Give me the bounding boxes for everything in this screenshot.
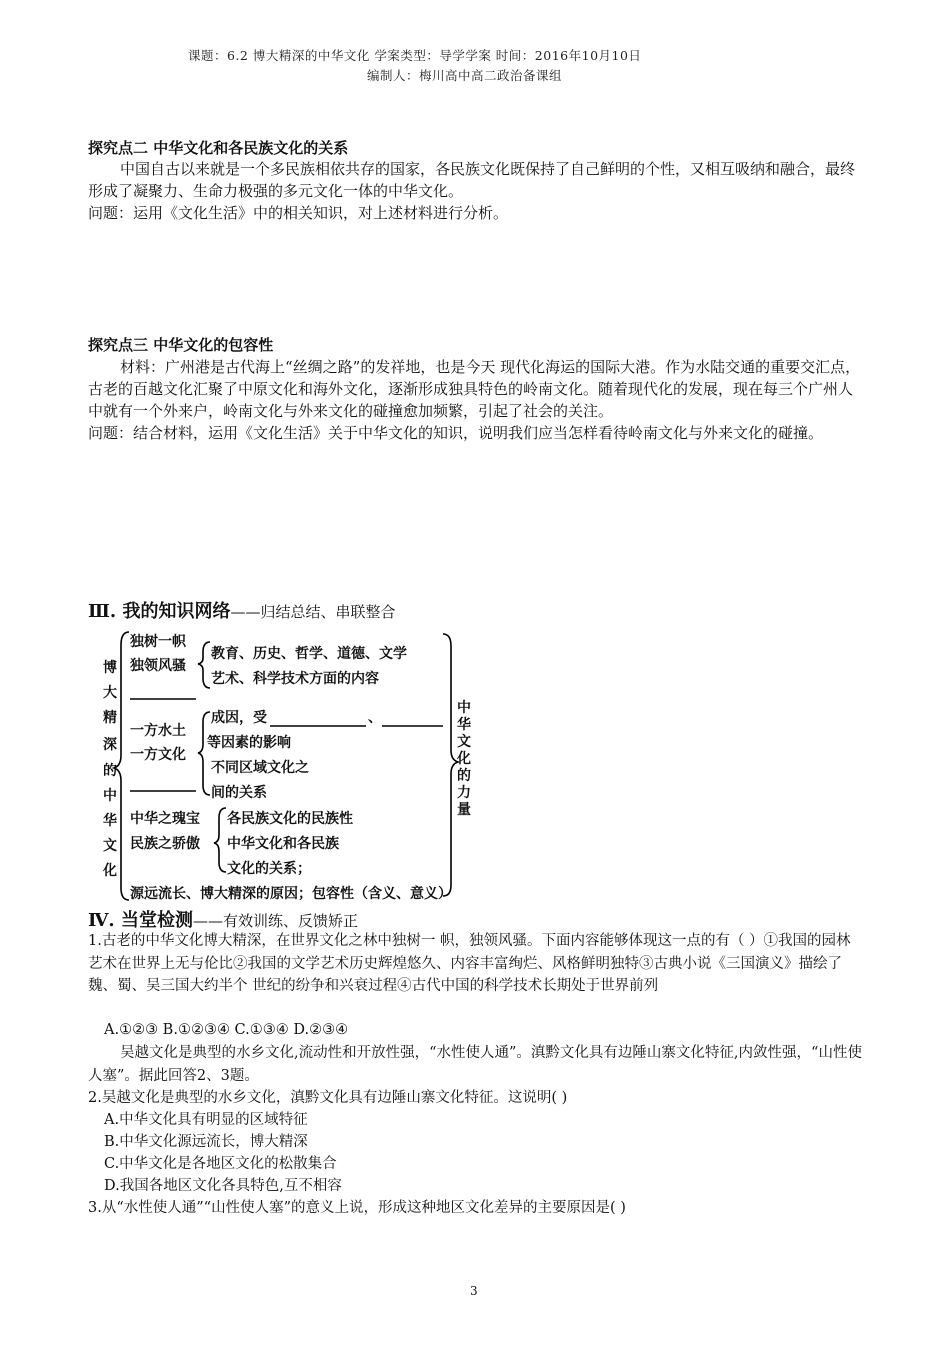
b1-content-2: 艺术、科学技术方面的内容 [211,671,379,687]
right-title-char: 力 [457,785,471,801]
b3-content-2: 中华文化和各民族 [227,836,339,852]
section3-question: 问题：结合材料，运用《文化生活》关于中华文化的知识，说明我们应当怎样看待岭南文化与外来文化的碰撞。 [88,424,824,442]
b4-text: 源远流长、博大精深的原因；包容性（含义、意义） [130,886,452,902]
left-title-char: 精 [103,710,117,726]
question-1-options: A.①②③ B.①②③④ C.①③④ D.②③④ [104,1022,349,1038]
page-number: 3 [470,1284,478,1298]
header-line-1: 课题：6.2 博大精深的中华文化 学案类型：导学学案 时间：2016年10月10日 [188,48,642,63]
right-main-brace [443,634,458,896]
test-subtitle: ——有效训练、反馈矫正 [192,912,358,930]
b2-content-4: 间的关系 [211,785,267,801]
brace-3 [214,808,226,872]
left-title-char: 华 [103,813,117,829]
b2-label-a: 一方水土 [130,723,186,739]
header-line-2: 编制人：梅川高中高二政治备课组 [367,68,563,83]
question-3: 3.从“水性使人通”“山性使人塞”的意义上说，形成这种地区文化差异的主要原因是( ) [88,1200,626,1216]
question-2: 2.吴越文化是典型的水乡文化，滇黔文化具有边陲山寨文化特征。这说明( ) [88,1090,568,1106]
b2-content-1-sep: 、 [368,710,382,726]
left-title-char: 博 [103,660,117,676]
section2-title: 探究点二 中华文化和各民族文化的关系 [88,139,349,157]
question-2-option-d: D.我国各地区文化各具特色,互不相容 [104,1178,342,1194]
brace-1 [198,642,210,688]
right-title-char: 的 [457,768,471,784]
left-title-char: 中 [103,788,117,804]
section3-title: 探究点三 中华文化的包容性 [88,336,274,354]
b2-content-2: 等因素的影响 [207,735,291,751]
b1-label-a: 独树一帜 [130,634,186,650]
section3-paragraph: 材料：广州港是古代海上“丝绸之路”的发祥地，也是今天 现代化海运的国际大港。作为水陆交通的重要交汇点，古老的百越文化汇聚了中原文化和海外文化，逐渐形成独具特色的岭南文化。随着现代化的发展，现在每三个广州人中就有一个外来户，岭南文化与外来文化的碰撞愈加频繁，引起了社会的关注。 [88,358,861,420]
b3-content-1: 各民族文化的民族性 [227,811,353,827]
material-text: 吴越文化是典型的水乡文化,流动性和开放性强，“水性使人通”。滇黔文化具有边陲山寨文化特征,内敛性强，“山性使人塞”。据此回答2、3题。 [88,1045,862,1084]
left-title-char: 化 [103,863,117,879]
b2-label-b: 一方文化 [130,747,186,763]
brace-2 [198,712,210,795]
left-title-char: 深 [103,737,117,753]
left-title-char: 大 [103,685,117,701]
right-title-char: 文 [457,734,471,750]
section2-question: 问题：运用《文化生活》中的相关知识，对上述材料进行分析。 [88,204,509,222]
b1-content-1: 教育、历史、哲学、道德、文学 [211,646,407,662]
question-2-option-a: A.中华文化具有明显的区域特征 [104,1112,308,1128]
question-1: 1.古老的中华文化博大精深，在世界文化之林中独树一 帜，独领风骚。下面内容能够体现这一点的有（ ）①我国的园林艺术在世界上无与伦比②我国的文学艺术历史辉煌悠久、内容丰富绚烂、风格鲜明独特③古典小说《三国演义》描绘了魏、蜀、吴三国大约半个 世纪的纷争和兴衰过程④古代中国的科学技术长期处于世界前列 [88,933,851,994]
left-title-char: 文 [103,838,117,854]
question-2-option-c: C.中华文化是各地区文化的松散集合 [104,1156,337,1172]
network-subtitle: ——归结总结、串联整合 [230,603,396,621]
test-title: Ⅳ. 当堂检测 [88,910,193,931]
section2-paragraph: 中国自古以来就是一个多民族相依共存的国家，各民族文化既保持了自己鲜明的个性，又相互吸纳和融合，最终形成了凝聚力、生命力极强的多元文化一体的中华文化。 [88,160,856,200]
right-title-char: 量 [457,802,471,818]
b3-label-a: 中华之瑰宝 [130,811,200,827]
b3-label-b: 民族之骄傲 [130,836,200,852]
b3-content-3: 文化的关系； [227,861,311,877]
test-heading [88,906,358,932]
b1-label-b: 独领风骚 [130,658,186,674]
network-title: Ⅲ. 我的知识网络 [88,601,231,622]
b2-content-1: 成因，受 [211,710,267,726]
question-2-option-b: B.中华文化源远流长，博大精深 [104,1134,308,1150]
b2-content-3: 不同区域文化之 [211,760,309,776]
left-title-char: 的 [103,763,117,779]
right-title-char: 中 [457,700,471,716]
right-title-char: 化 [457,751,471,767]
right-title-char: 华 [457,717,471,733]
